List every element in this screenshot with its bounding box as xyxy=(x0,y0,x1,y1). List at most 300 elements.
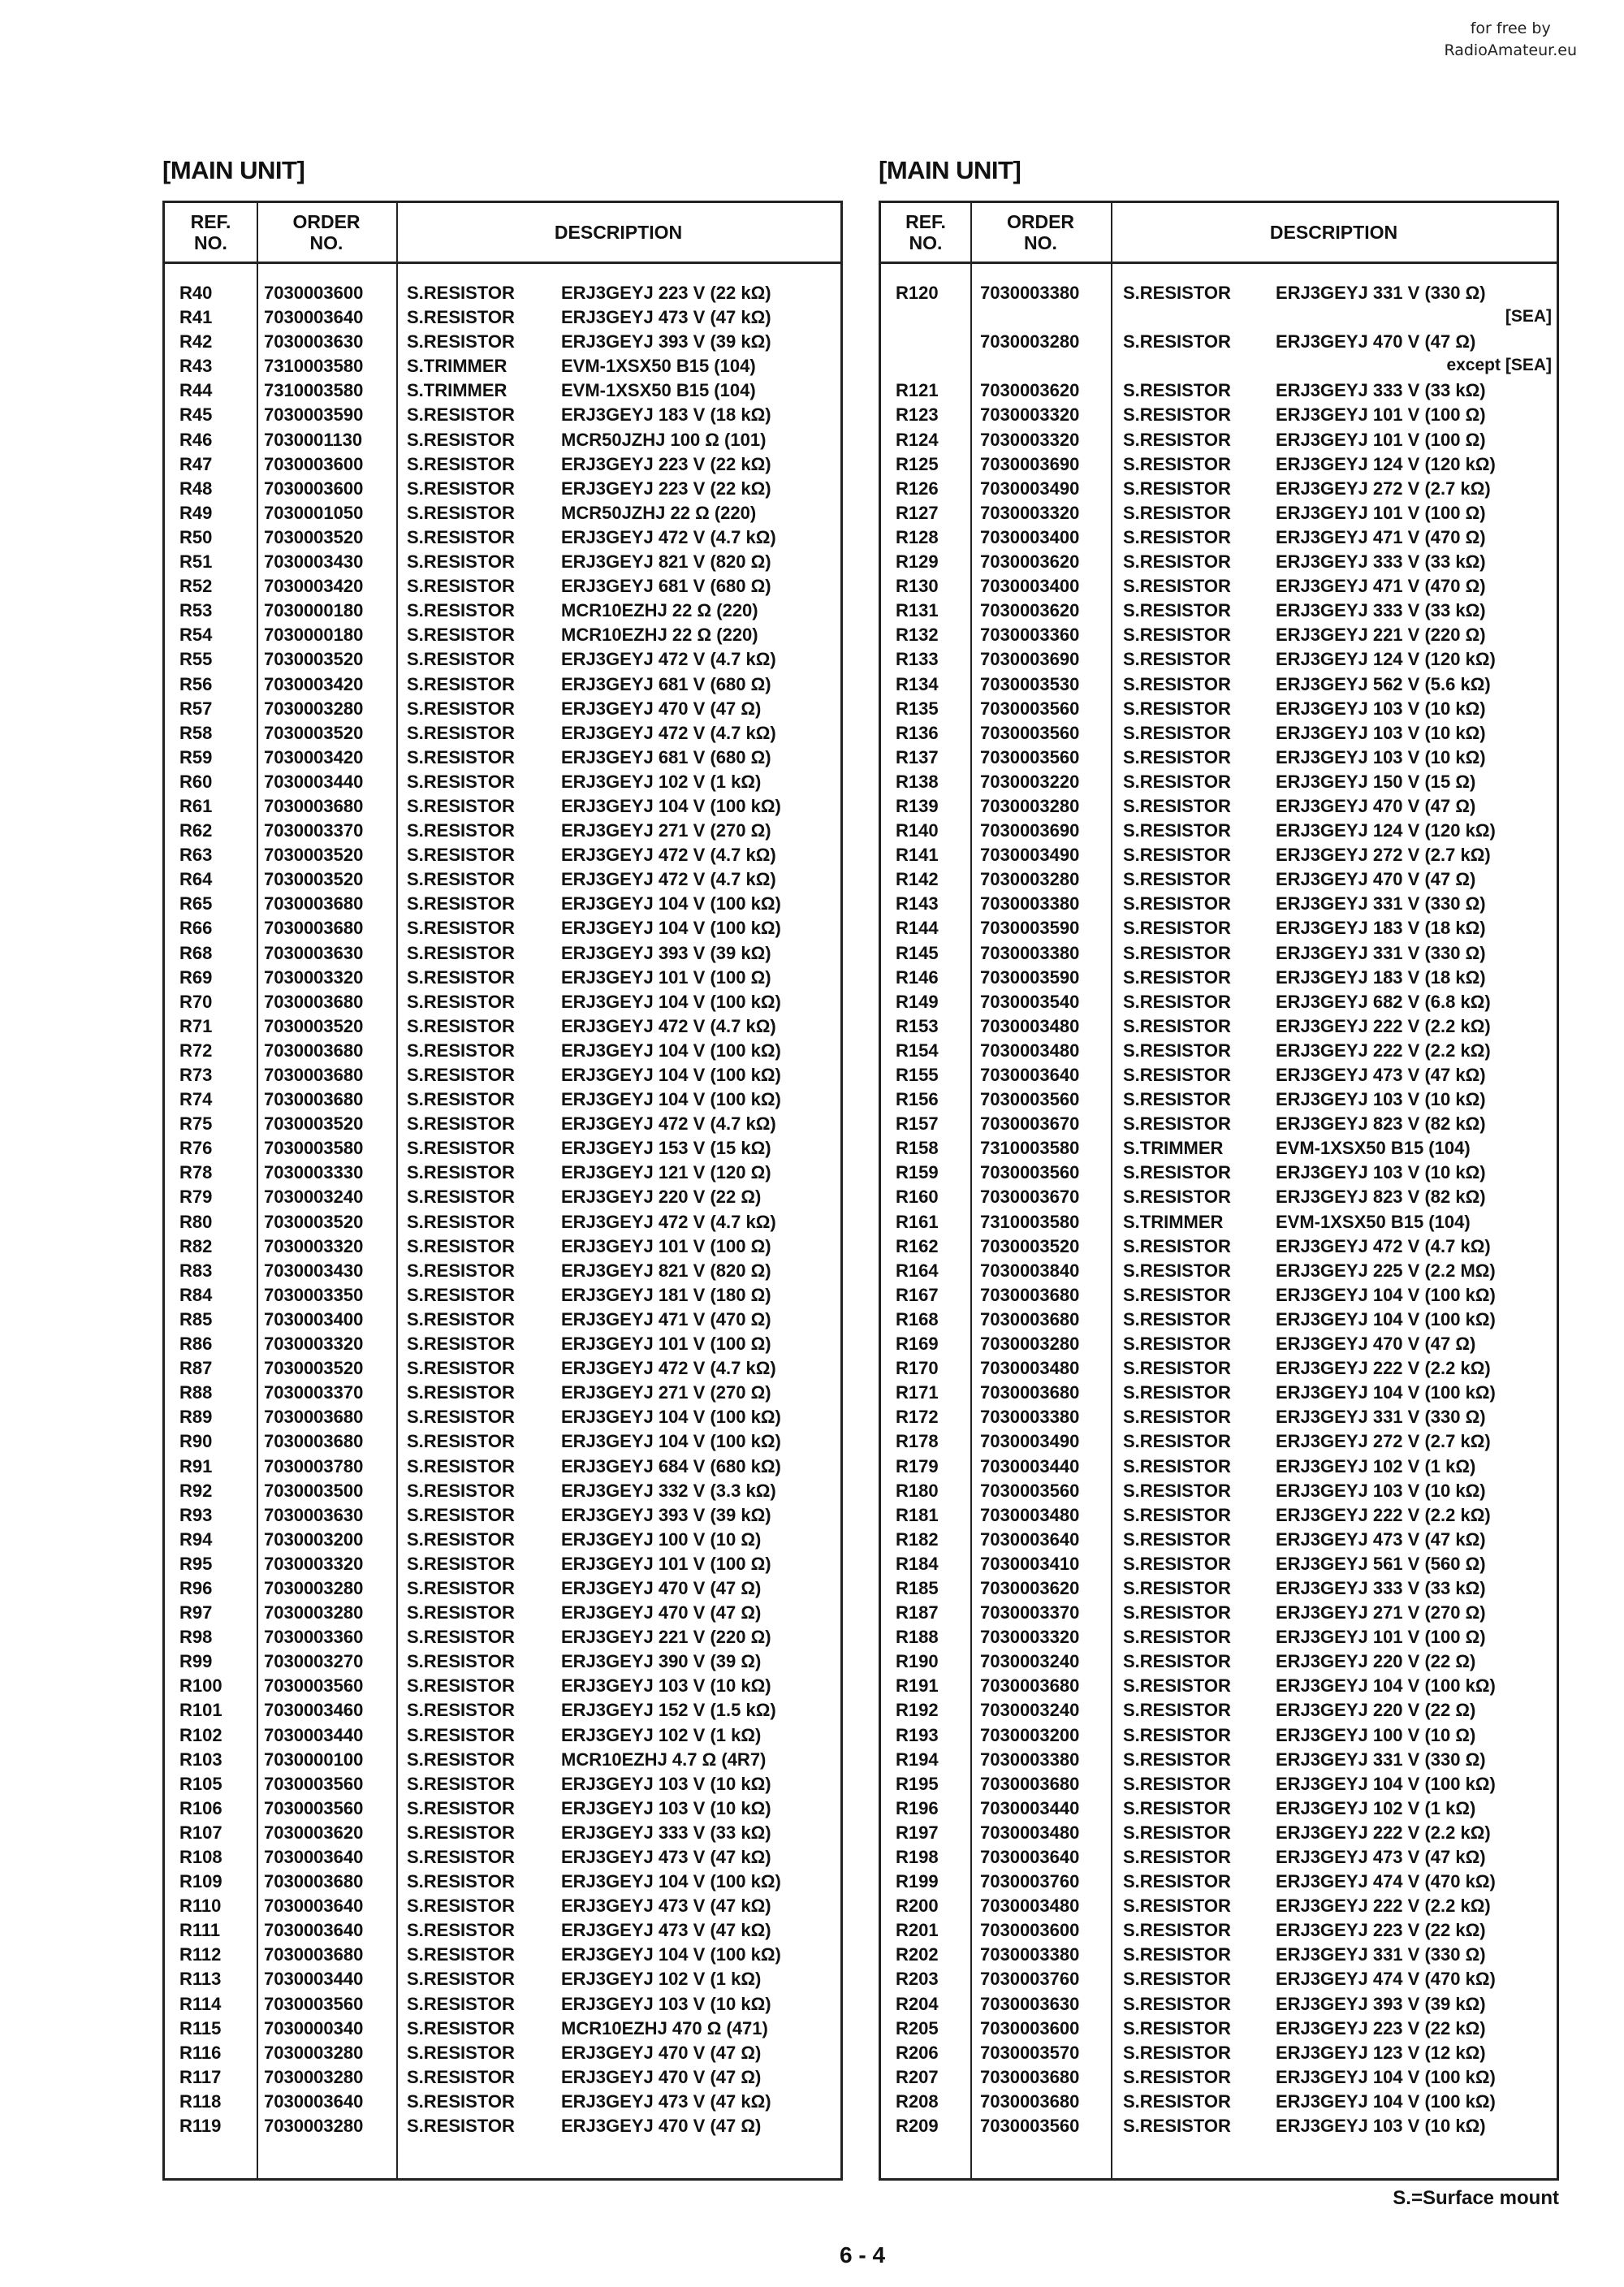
part-type-cell: S.RESISTOR xyxy=(1123,1113,1231,1135)
order-no-cell: 7030000180 xyxy=(264,625,364,646)
part-type-cell: S.RESISTOR xyxy=(1123,1920,1231,1941)
description-cell: ERJ3GEYJ 102 V (1 kΩ) xyxy=(1276,1455,1476,1476)
ref-no-cell: R158 xyxy=(896,1138,939,1159)
ref-no-cell: R42 xyxy=(179,331,213,352)
description-cell: ERJ3GEYJ 473 V (47 kΩ) xyxy=(561,1847,771,1867)
part-type-cell: S.RESISTOR xyxy=(407,2090,515,2112)
description-cell: ERJ3GEYJ 103 V (10 kΩ) xyxy=(561,1797,771,1818)
order-no-cell: 7030003280 xyxy=(264,1577,364,1598)
description-cell: ERJ3GEYJ 101 V (100 Ω) xyxy=(561,1334,771,1355)
ref-no-cell: R57 xyxy=(179,698,213,719)
description-cell: ERJ3GEYJ 225 V (2.2 MΩ) xyxy=(1276,1260,1496,1281)
ref-no-cell: R194 xyxy=(896,1749,939,1770)
table-row xyxy=(881,941,1557,966)
description-cell: ERJ3GEYJ 393 V (39 kΩ) xyxy=(561,331,771,352)
order-no-cell: 7030003520 xyxy=(264,722,364,743)
description-cell: ERJ3GEYJ 331 V (330 Ω) xyxy=(1276,283,1486,303)
order-no-cell: 7030003540 xyxy=(980,991,1080,1012)
order-no-cell: 7030003620 xyxy=(264,1822,364,1843)
description-cell: ERJ3GEYJ 101 V (100 Ω) xyxy=(561,966,771,988)
table-row xyxy=(881,1332,1557,1356)
table-row xyxy=(881,1796,1557,1821)
description-cell: ERJ3GEYJ 104 V (100 kΩ) xyxy=(561,795,781,816)
description-cell: ERJ3GEYJ 331 V (330 Ω) xyxy=(1276,942,1486,963)
description-cell: ERJ3GEYJ 472 V (4.7 kΩ) xyxy=(561,1015,776,1036)
description-cell: ERJ3GEYJ 104 V (100 kΩ) xyxy=(561,1089,781,1110)
ref-no-cell: R46 xyxy=(179,429,213,450)
part-type-cell: S.RESISTOR xyxy=(407,1822,515,1843)
description-cell: ERJ3GEYJ 104 V (100 kΩ) xyxy=(561,1944,781,1965)
part-type-cell: S.RESISTOR xyxy=(407,1308,515,1329)
table-row xyxy=(165,1601,840,1625)
ref-no-cell: R43 xyxy=(179,356,213,377)
order-no-cell: 7030003680 xyxy=(980,1675,1080,1697)
order-no-cell: 7030003280 xyxy=(980,795,1080,816)
part-type-cell: S.RESISTOR xyxy=(1123,1065,1231,1085)
ref-no-cell: R121 xyxy=(896,380,939,401)
order-no-cell: 7030003630 xyxy=(980,1993,1080,2014)
part-type-cell: S.RESISTOR xyxy=(1123,1431,1231,1452)
description-cell: ERJ3GEYJ 104 V (100 kΩ) xyxy=(1276,1675,1496,1697)
part-type-cell: S.TRIMMER xyxy=(1123,1138,1224,1159)
table-row xyxy=(881,1918,1557,1943)
order-no-cell: 7030003840 xyxy=(980,1260,1080,1281)
description-cell: ERJ3GEYJ 121 V (120 Ω) xyxy=(561,1162,771,1183)
ref-no-cell: R203 xyxy=(896,1969,939,1990)
table-row xyxy=(881,1039,1557,1063)
ref-no-cell: R140 xyxy=(896,820,939,841)
ref-no-cell: R114 xyxy=(179,1993,222,2014)
description-cell: EVM-1XSX50 B15 (104) xyxy=(1276,1211,1471,1232)
description-cell: ERJ3GEYJ 183 V (18 kΩ) xyxy=(561,404,771,426)
order-no-cell: 7030003440 xyxy=(264,1969,364,1990)
order-no-cell: 7030003520 xyxy=(264,845,364,866)
part-type-cell: S.RESISTOR xyxy=(407,698,515,719)
ref-no-cell: R198 xyxy=(896,1847,939,1867)
ref-no-cell: R72 xyxy=(179,1040,213,1061)
order-no-cell: 7030003600 xyxy=(980,1920,1080,1941)
description-cell: ERJ3GEYJ 181 V (180 Ω) xyxy=(561,1284,771,1305)
description-cell: ERJ3GEYJ 104 V (100 kΩ) xyxy=(561,1065,781,1085)
description-cell: ERJ3GEYJ 223 V (22 kΩ) xyxy=(1276,1920,1486,1941)
ref-no-cell: R86 xyxy=(179,1334,213,1355)
ref-no-cell: R178 xyxy=(896,1431,939,1452)
order-no-cell: 7030003350 xyxy=(264,1284,364,1305)
part-type-cell: S.RESISTOR xyxy=(1123,1749,1231,1770)
ref-no-cell: R52 xyxy=(179,576,213,597)
part-type-cell: S.RESISTOR xyxy=(407,1528,515,1550)
ref-no-cell: R181 xyxy=(896,1504,939,1525)
ref-no-cell: R63 xyxy=(179,845,213,866)
order-no-cell: 7030003680 xyxy=(264,1407,364,1428)
part-type-cell: S.RESISTOR xyxy=(1123,526,1231,547)
description-cell: ERJ3GEYJ 104 V (100 kΩ) xyxy=(561,893,781,914)
part-type-cell: S.RESISTOR xyxy=(407,1015,515,1036)
description-cell: ERJ3GEYJ 393 V (39 kΩ) xyxy=(1276,1993,1486,2014)
ref-no-cell: R126 xyxy=(896,478,939,499)
part-type-cell: S.RESISTOR xyxy=(407,845,515,866)
description-cell: ERJ3GEYJ 103 V (10 kΩ) xyxy=(1276,746,1486,767)
table-row xyxy=(881,1259,1557,1283)
order-no-cell: 7030000100 xyxy=(264,1749,364,1770)
ref-no-cell: R117 xyxy=(179,2066,222,2087)
ref-no-cell: R99 xyxy=(179,1651,213,1672)
part-type-cell: S.RESISTOR xyxy=(1123,380,1231,401)
description-cell: ERJ3GEYJ 473 V (47 kΩ) xyxy=(561,1896,771,1917)
order-no-cell: 7030003280 xyxy=(264,2042,364,2063)
description-cell: ERJ3GEYJ 331 V (330 Ω) xyxy=(1276,1407,1486,1428)
table-row xyxy=(881,647,1557,672)
description-cell: ERJ3GEYJ 100 V (10 Ω) xyxy=(1276,1724,1476,1745)
part-type-cell: S.RESISTOR xyxy=(1123,1480,1231,1501)
order-no-cell: 7030003280 xyxy=(264,2066,364,2087)
table-row xyxy=(881,1381,1557,1405)
ref-no-cell: R168 xyxy=(896,1308,939,1329)
part-type-cell: S.RESISTOR xyxy=(407,771,515,792)
order-no-cell: 7030003680 xyxy=(980,2066,1080,2087)
order-no-cell: 7030003280 xyxy=(264,698,364,719)
order-no-cell: 7030003520 xyxy=(264,1211,364,1232)
ref-no-cell: R96 xyxy=(179,1577,213,1598)
part-type-cell: S.RESISTOR xyxy=(407,1431,515,1452)
ref-no-cell: R79 xyxy=(179,1187,213,1208)
table-row xyxy=(881,574,1557,599)
part-type-cell: S.RESISTOR xyxy=(407,1284,515,1305)
ref-no-cell: R89 xyxy=(179,1407,213,1428)
order-no-cell: 7030003560 xyxy=(264,1675,364,1697)
table-row xyxy=(165,1479,840,1503)
order-no-cell: 7030003440 xyxy=(980,1797,1080,1818)
part-type-cell: S.RESISTOR xyxy=(407,453,515,474)
ref-no-cell: R201 xyxy=(896,1920,939,1941)
ref-no-cell: R134 xyxy=(896,673,939,694)
table-row xyxy=(165,966,840,990)
ref-no-cell: R65 xyxy=(179,893,213,914)
part-type-cell: S.RESISTOR xyxy=(407,526,515,547)
watermark-line-2: RadioAmateur.eu xyxy=(1444,41,1577,59)
description-cell: ERJ3GEYJ 103 V (10 kΩ) xyxy=(1276,722,1486,743)
order-no-cell: 7030003620 xyxy=(980,600,1080,621)
order-no-cell: 7030003490 xyxy=(980,845,1080,866)
description-cell: ERJ3GEYJ 471 V (470 Ω) xyxy=(1276,576,1486,597)
order-no-cell: 7030003360 xyxy=(264,1627,364,1648)
ref-no-cell: R128 xyxy=(896,526,939,547)
table-body xyxy=(881,281,1557,2138)
table-row xyxy=(165,916,840,940)
part-type-cell: S.RESISTOR xyxy=(1123,1260,1231,1281)
ref-no-cell: R98 xyxy=(179,1627,213,1648)
table-row xyxy=(881,1698,1557,1723)
description-cell: ERJ3GEYJ 222 V (2.2 kΩ) xyxy=(1276,1822,1491,1843)
table-row xyxy=(165,1796,840,1821)
description-cell: ERJ3GEYJ 470 V (47 Ω) xyxy=(561,2116,762,2137)
table-row xyxy=(881,1063,1557,1087)
description-cell: ERJ3GEYJ 222 V (2.2 kΩ) xyxy=(1276,1358,1491,1379)
description-cell: ERJ3GEYJ 101 V (100 Ω) xyxy=(1276,1627,1486,1648)
ref-no-cell: R83 xyxy=(179,1260,213,1281)
description-cell: MCR10EZHJ 4.7 Ω (4R7) xyxy=(561,1749,767,1770)
description-cell: ERJ3GEYJ 473 V (47 kΩ) xyxy=(1276,1847,1486,1867)
order-no-cell: 7030003200 xyxy=(264,1528,364,1550)
description-cell: MCR10EZHJ 22 Ω (220) xyxy=(561,625,758,646)
table-row xyxy=(165,574,840,599)
ref-no-cell: R102 xyxy=(179,1724,222,1745)
order-no-cell: 7030003630 xyxy=(264,1504,364,1525)
ref-no-cell: R156 xyxy=(896,1089,939,1110)
surface-mount-footnote: S.=Surface mount xyxy=(1393,2187,1559,2209)
ref-no-cell: R167 xyxy=(896,1284,939,1305)
table-row xyxy=(881,819,1557,843)
table-row xyxy=(165,1674,840,1698)
part-type-cell: S.RESISTOR xyxy=(1123,478,1231,499)
part-type-cell: S.RESISTOR xyxy=(1123,1797,1231,1818)
table-row xyxy=(881,1870,1557,1894)
table-row xyxy=(881,2090,1557,2114)
ref-no-cell: R113 xyxy=(179,1969,222,1990)
ref-no-cell: R115 xyxy=(179,2017,222,2038)
order-no-cell: 7030003570 xyxy=(980,2042,1080,2063)
table-row xyxy=(165,599,840,623)
description-cell: ERJ3GEYJ 470 V (47 Ω) xyxy=(1276,1334,1476,1355)
ref-no-cell: R185 xyxy=(896,1577,939,1598)
description-cell: ERJ3GEYJ 681 V (680 Ω) xyxy=(561,576,771,597)
order-no-cell: 7030003520 xyxy=(264,1358,364,1379)
table-row xyxy=(881,378,1557,403)
table-row xyxy=(165,2041,840,2065)
ref-no-cell: R84 xyxy=(179,1284,213,1305)
ref-no-cell: R130 xyxy=(896,576,939,597)
ref-no-cell: R135 xyxy=(896,698,939,719)
part-type-cell: S.RESISTOR xyxy=(1123,331,1231,352)
ref-no-cell: R139 xyxy=(896,795,939,816)
part-type-cell: S.RESISTOR xyxy=(1123,1577,1231,1598)
table-row xyxy=(165,1552,840,1576)
description-cell: ERJ3GEYJ 100 V (10 Ω) xyxy=(561,1528,762,1550)
description-cell: ERJ3GEYJ 103 V (10 kΩ) xyxy=(1276,2116,1486,2137)
ref-no-cell: R127 xyxy=(896,502,939,523)
order-no-cell: 7030003640 xyxy=(264,1920,364,1941)
table-row xyxy=(881,672,1557,697)
ref-no-cell: R70 xyxy=(179,991,213,1012)
order-no-cell: 7030003680 xyxy=(264,893,364,914)
order-no-cell: 7030003680 xyxy=(980,2090,1080,2112)
part-type-cell: S.RESISTOR xyxy=(407,2116,515,2137)
table-row xyxy=(165,1845,840,1870)
description-cell: ERJ3GEYJ 102 V (1 kΩ) xyxy=(1276,1797,1476,1818)
ref-no-cell: R62 xyxy=(179,820,213,841)
order-no-cell: 7030003640 xyxy=(264,2090,364,2112)
table-row xyxy=(165,1210,840,1234)
order-no-cell: 7030003580 xyxy=(264,1138,364,1159)
table-row xyxy=(165,378,840,403)
order-no-cell: 7310003580 xyxy=(980,1211,1080,1232)
order-no-cell: 7030003630 xyxy=(264,331,364,352)
description-cell: ERJ3GEYJ 333 V (33 kΩ) xyxy=(1276,551,1486,573)
ref-no-cell: R44 xyxy=(179,380,213,401)
description-cell: ERJ3GEYJ 332 V (3.3 kΩ) xyxy=(561,1480,776,1501)
table-row xyxy=(881,867,1557,892)
ref-no-cell: R59 xyxy=(179,746,213,767)
order-no-cell: 7030003620 xyxy=(980,551,1080,573)
description-header: DESCRIPTION xyxy=(1269,222,1398,243)
description-cell: ERJ3GEYJ 331 V (330 Ω) xyxy=(1276,1749,1486,1770)
ref-no-cell: R90 xyxy=(179,1431,213,1452)
description-cell: ERJ3GEYJ 470 V (47 Ω) xyxy=(561,2066,762,2087)
order-no-cell: 7030003520 xyxy=(264,526,364,547)
part-type-cell: S.RESISTOR xyxy=(1123,1382,1231,1403)
part-type-cell: S.RESISTOR xyxy=(407,1162,515,1183)
part-type-cell: S.RESISTOR xyxy=(407,1773,515,1794)
variant-note: except [SEA] xyxy=(1446,356,1552,375)
ref-no-cell: R195 xyxy=(896,1773,939,1794)
description-cell: ERJ3GEYJ 104 V (100 kΩ) xyxy=(1276,1284,1496,1305)
table-row xyxy=(881,1479,1557,1503)
part-type-cell: S.RESISTOR xyxy=(1123,453,1231,474)
ref-no-cell: R91 xyxy=(179,1455,213,1476)
part-type-cell: S.RESISTOR xyxy=(1123,1627,1231,1648)
description-cell: ERJ3GEYJ 222 V (2.2 kΩ) xyxy=(1276,1896,1491,1917)
table-row xyxy=(165,1625,840,1649)
table-row xyxy=(165,647,840,672)
part-type-cell: S.RESISTOR xyxy=(407,1969,515,1990)
description-cell: ERJ3GEYJ 153 V (15 kΩ) xyxy=(561,1138,771,1159)
table-row xyxy=(881,452,1557,477)
table-row xyxy=(881,1576,1557,1601)
description-cell: ERJ3GEYJ 150 V (15 Ω) xyxy=(1276,771,1476,792)
ref-no-cell: R111 xyxy=(179,1920,221,1941)
table-row xyxy=(881,428,1557,452)
description-cell: EVM-1XSX50 B15 (104) xyxy=(561,380,756,401)
table-row xyxy=(165,1698,840,1723)
table-row xyxy=(165,1014,840,1039)
table-row xyxy=(881,1601,1557,1625)
ref-no-cell: R141 xyxy=(896,845,939,866)
description-cell: MCR10EZHJ 470 Ω (471) xyxy=(561,2017,768,2038)
part-type-cell: S.RESISTOR xyxy=(1123,551,1231,573)
order-no-cell: 7030003370 xyxy=(264,820,364,841)
part-type-cell: S.RESISTOR xyxy=(1123,429,1231,450)
order-no-cell: 7030003280 xyxy=(264,1602,364,1623)
table-row xyxy=(165,1821,840,1845)
part-type-cell: S.RESISTOR xyxy=(407,1504,515,1525)
description-cell: ERJ3GEYJ 102 V (1 kΩ) xyxy=(561,771,762,792)
order-no-cell: 7030003680 xyxy=(264,918,364,939)
order-no-cell: 7030003560 xyxy=(264,1797,364,1818)
order-no-cell: 7030003690 xyxy=(980,649,1080,670)
table-row xyxy=(165,867,840,892)
order-no-cell: 7030003360 xyxy=(980,625,1080,646)
ref-no-cell: R68 xyxy=(179,942,213,963)
order-no-cell: 7030003430 xyxy=(264,551,364,573)
order-no-cell: 7030003420 xyxy=(264,746,364,767)
ref-no-cell: R142 xyxy=(896,869,939,890)
part-type-cell: S.RESISTOR xyxy=(407,2017,515,2038)
part-type-cell: S.RESISTOR xyxy=(1123,1969,1231,1990)
part-type-cell: S.RESISTOR xyxy=(407,1040,515,1061)
table-row xyxy=(881,1356,1557,1381)
ref-no-cell: R209 xyxy=(896,2116,939,2137)
description-cell: ERJ3GEYJ 471 V (470 Ω) xyxy=(1276,526,1486,547)
ref-no-cell: R116 xyxy=(179,2042,222,2063)
order-no-cell: 7030003280 xyxy=(980,1334,1080,1355)
description-cell: ERJ3GEYJ 470 V (47 Ω) xyxy=(561,1602,762,1623)
order-no-cell: 7030003240 xyxy=(980,1700,1080,1721)
table-row xyxy=(165,697,840,721)
table-row xyxy=(165,746,840,770)
ref-no-cell: R73 xyxy=(179,1065,213,1085)
description-cell: ERJ3GEYJ 124 V (120 kΩ) xyxy=(1276,649,1496,670)
ref-no-cell: R205 xyxy=(896,2017,939,2038)
order-no-cell: 7030003630 xyxy=(264,942,364,963)
description-cell: ERJ3GEYJ 472 V (4.7 kΩ) xyxy=(561,1113,776,1135)
table-row xyxy=(881,501,1557,525)
ref-no-cell: R149 xyxy=(896,991,939,1012)
part-type-cell: S.RESISTOR xyxy=(407,722,515,743)
part-type-cell: S.RESISTOR xyxy=(1123,1015,1231,1036)
description-cell: ERJ3GEYJ 470 V (47 Ω) xyxy=(1276,331,1476,352)
table-row xyxy=(881,1112,1557,1136)
order-no-cell: 7030003480 xyxy=(980,1040,1080,1061)
part-type-cell: S.RESISTOR xyxy=(1123,2090,1231,2112)
order-no-cell: 7310003580 xyxy=(264,380,364,401)
part-type-cell: S.RESISTOR xyxy=(1123,1162,1231,1183)
table-row xyxy=(881,2114,1557,2138)
order-no-cell: 7030003560 xyxy=(980,2116,1080,2137)
ref-no-cell: R164 xyxy=(896,1260,939,1281)
part-type-cell: S.RESISTOR xyxy=(1123,698,1231,719)
description-cell: ERJ3GEYJ 272 V (2.7 kΩ) xyxy=(1276,478,1491,499)
ref-no-cell: R50 xyxy=(179,526,213,547)
part-type-cell: S.RESISTOR xyxy=(407,478,515,499)
order-no-cell: 7030003220 xyxy=(980,771,1080,792)
description-cell: ERJ3GEYJ 220 V (22 Ω) xyxy=(561,1187,762,1208)
table-row xyxy=(165,550,840,574)
order-no-header: ORDER NO. xyxy=(292,211,361,253)
part-type-cell: S.RESISTOR xyxy=(407,1993,515,2014)
ref-no-cell: R54 xyxy=(179,625,213,646)
table-row xyxy=(165,403,840,427)
description-cell: ERJ3GEYJ 472 V (4.7 kΩ) xyxy=(561,1358,776,1379)
ref-no-cell: R60 xyxy=(179,771,213,792)
order-no-cell: 7030003690 xyxy=(980,820,1080,841)
part-type-cell: S.RESISTOR xyxy=(407,1724,515,1745)
table-row xyxy=(881,2065,1557,2090)
table-row xyxy=(881,1161,1557,1185)
order-no-cell: 7030003520 xyxy=(264,1015,364,1036)
part-type-cell: S.RESISTOR xyxy=(407,1358,515,1379)
table-row xyxy=(165,1259,840,1283)
table-row xyxy=(881,330,1557,354)
part-type-cell: S.RESISTOR xyxy=(407,942,515,963)
table-row xyxy=(881,354,1557,378)
order-no-cell: 7030003560 xyxy=(264,1773,364,1794)
description-cell: ERJ3GEYJ 104 V (100 kΩ) xyxy=(1276,2090,1496,2112)
description-cell: ERJ3GEYJ 474 V (470 kΩ) xyxy=(1276,1969,1496,1990)
part-type-cell: S.RESISTOR xyxy=(1123,1944,1231,1965)
order-no-cell: 7030003320 xyxy=(980,1627,1080,1648)
ref-no-cell: R191 xyxy=(896,1675,939,1697)
order-no-cell: 7030003640 xyxy=(980,1528,1080,1550)
ref-no-header: REF. NO. xyxy=(905,211,946,253)
part-type-cell: S.RESISTOR xyxy=(407,625,515,646)
table-row xyxy=(881,1625,1557,1649)
table-row xyxy=(165,1918,840,1943)
part-type-cell: S.RESISTOR xyxy=(1123,1847,1231,1867)
order-no-cell: 7030003680 xyxy=(264,795,364,816)
description-cell: ERJ3GEYJ 472 V (4.7 kΩ) xyxy=(561,1211,776,1232)
part-type-cell: S.RESISTOR xyxy=(1123,1602,1231,1623)
description-cell: ERJ3GEYJ 104 V (100 kΩ) xyxy=(561,1040,781,1061)
